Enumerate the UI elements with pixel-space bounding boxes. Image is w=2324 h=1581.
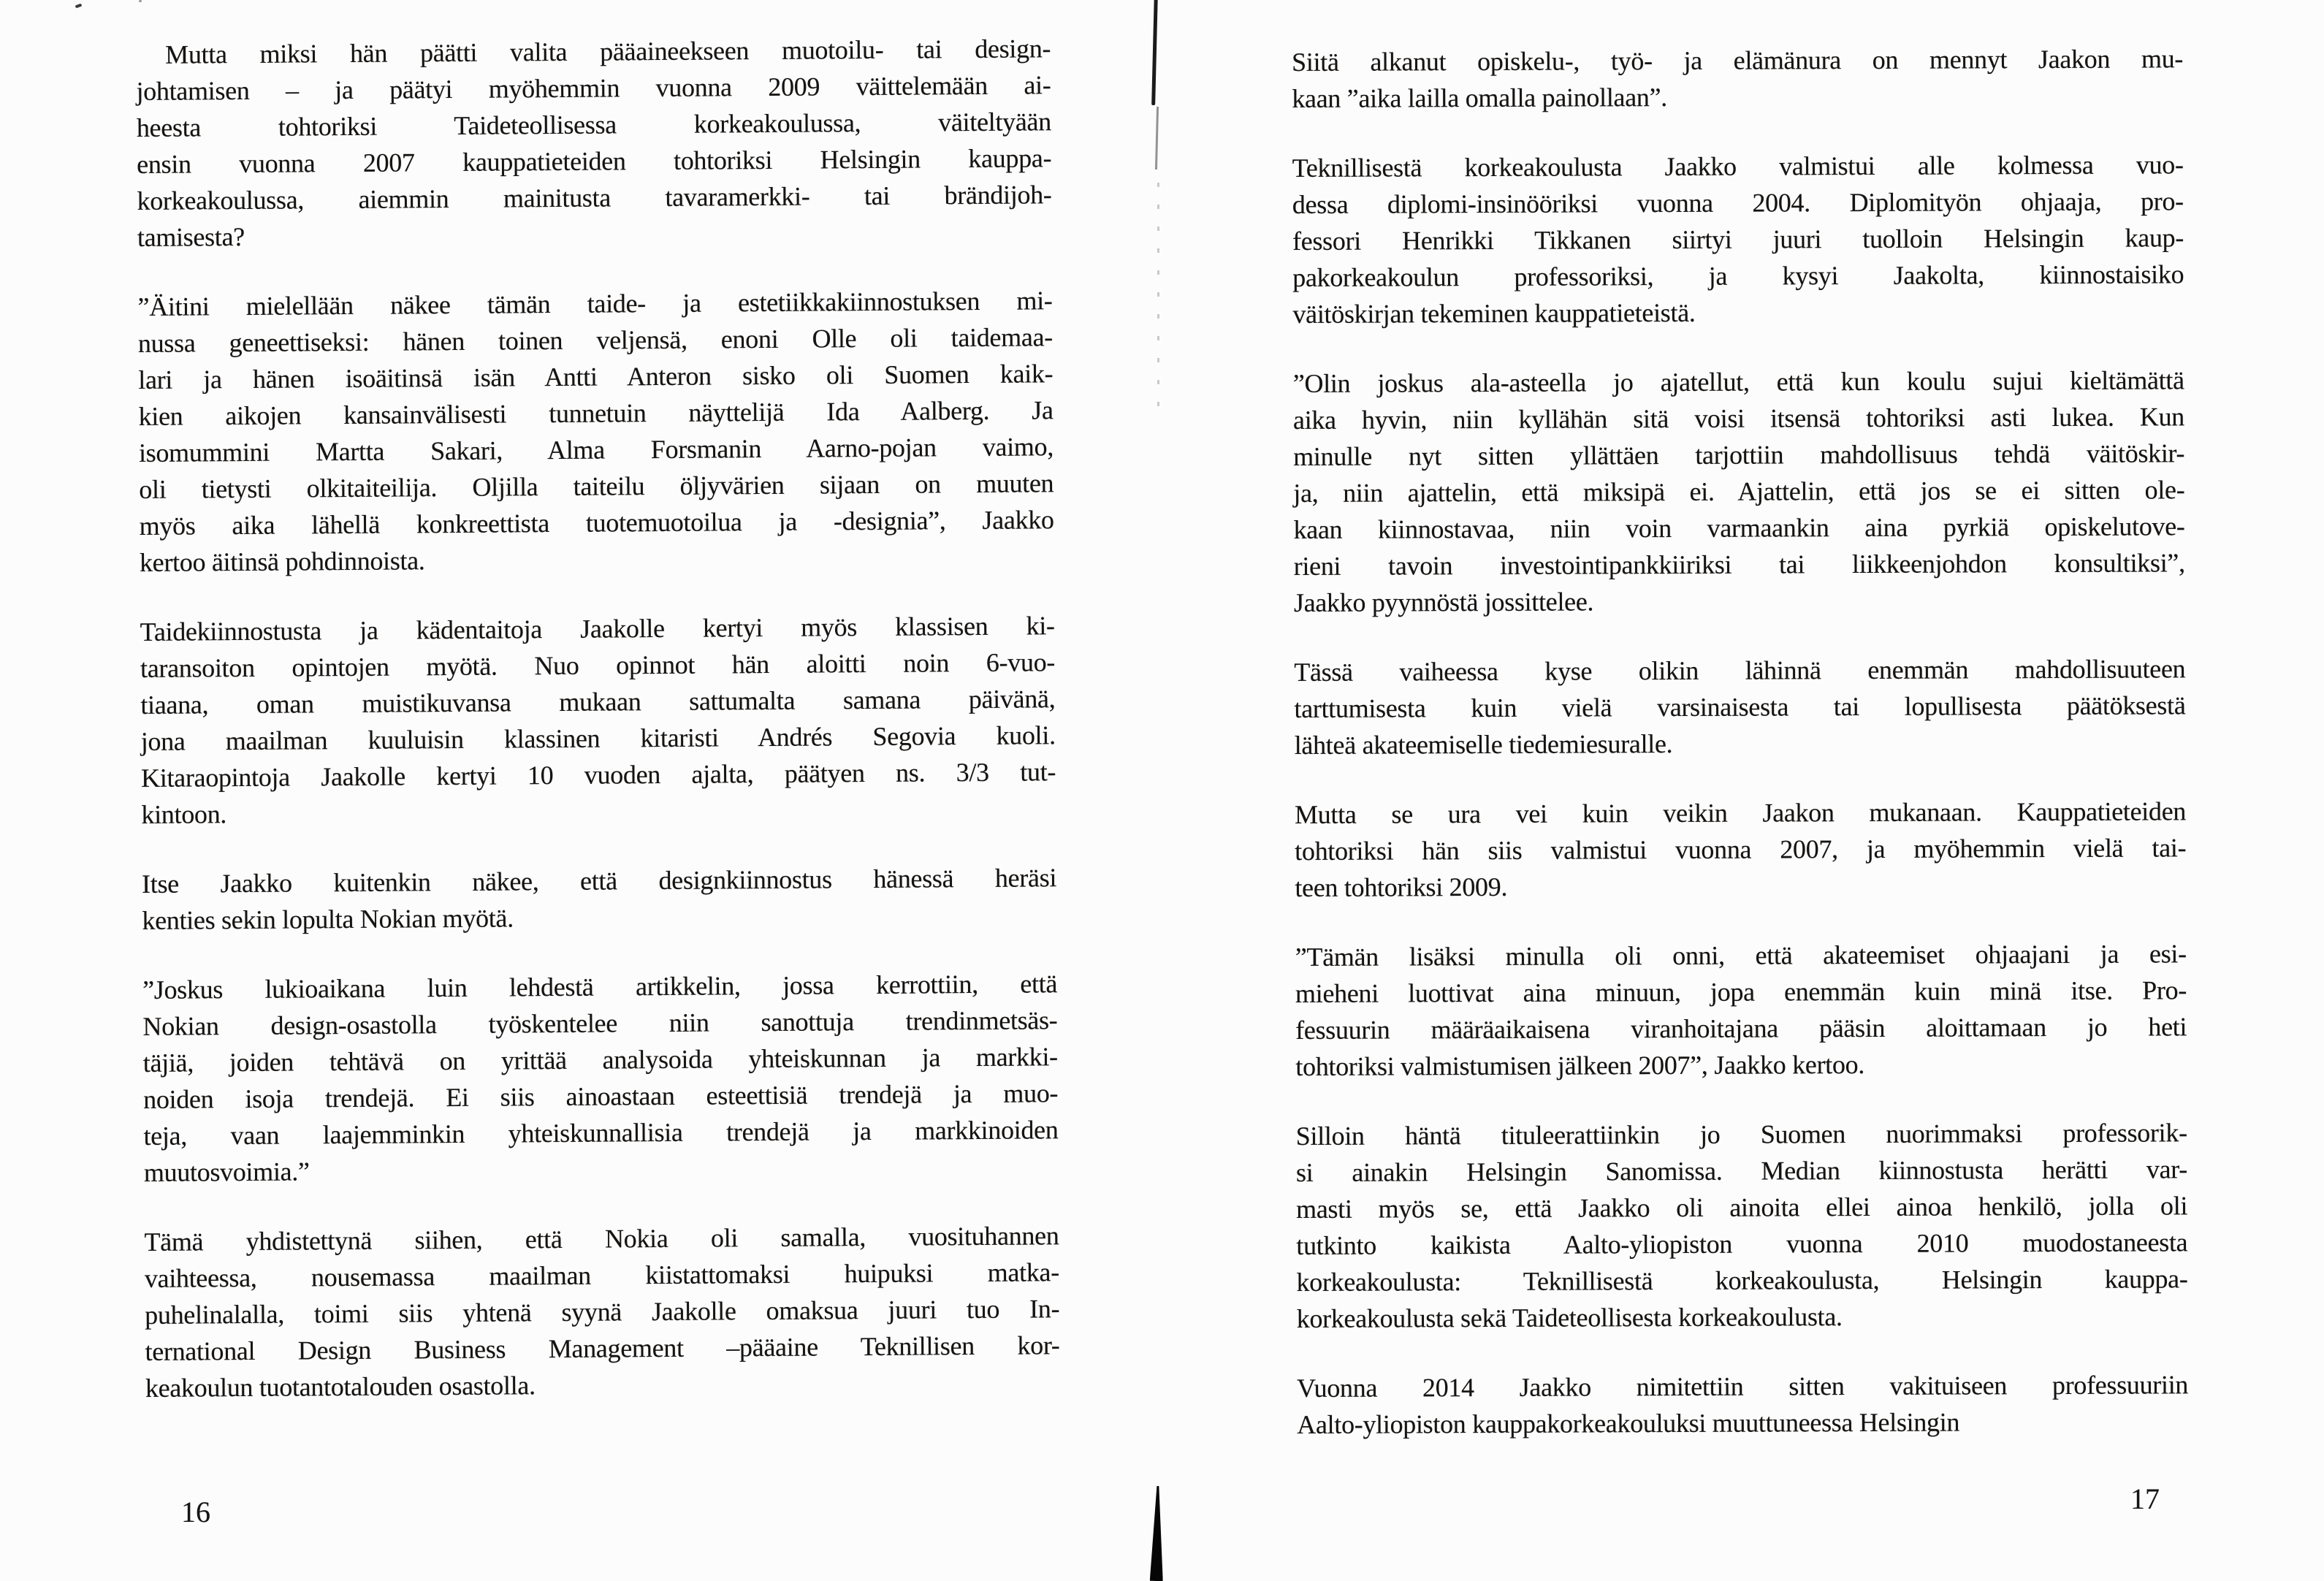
text-line: lähteä akateemiselle tiedemiesuralle.	[1294, 729, 1673, 760]
paragraph	[1294, 650, 2186, 763]
text-line: isomummini Martta Sakari, Alma Forsmanin Aarno-pojan vaimo,	[138, 432, 1054, 468]
paragraph	[140, 607, 1056, 833]
page-number-left: 16	[181, 1496, 210, 1528]
text-line: Taidekiinnostusta ja kädentaitoja Jaakolle kertyi myös klassisen ki-	[140, 611, 1055, 647]
text-line: lari ja hänen isoäitinsä isän Antti Anteron sisko oli Suomen kaik-	[138, 359, 1054, 395]
text-line: kintoon.	[141, 799, 227, 829]
text-line: ensin vuonna 2007 kauppatieteiden tohtoriksi Helsingin kauppa-	[137, 143, 1052, 179]
text-line: kien aikojen kansainvälisesti tunnetuin näyttelijä Ida Aalberg. Ja	[138, 395, 1054, 431]
text-line: kenties sekin lopulta Nokian myötä.	[142, 903, 514, 935]
text-line: Mutta se ura vei kuin veikin Jaakon mukanaan. Kauppatieteiden	[1294, 796, 2187, 829]
paragraph	[142, 859, 1057, 939]
paragraph	[1292, 40, 2183, 117]
text-line: nussa geneettiseksi: hänen toinen veljensä, enoni Olle oli taidemaa-	[137, 322, 1054, 358]
text-line: Vuonna 2014 Jaakko nimitettiin sitten vakituiseen professuuriin	[1296, 1370, 2189, 1403]
text-line: jona maailman kuuluisin klassinen kitaristi Andrés Segovia kuoli.	[140, 720, 1056, 756]
paragraph	[1295, 793, 2187, 906]
text-line: Siitä alkanut opiskelu-, työ- ja elämänura on mennyt Jaakon mu-	[1292, 44, 2184, 77]
text-line: ”Joskus lukioaikana luin lehdestä artikkelin, jossa kerrottiin, että	[142, 969, 1058, 1005]
text-line: Silloin häntä tituleerattiinkin jo Suomen nuorimmaksi professorik-	[1295, 1118, 2187, 1151]
paragraph	[1296, 1114, 2188, 1337]
scan-speck-icon	[139, 0, 142, 2]
text-line: kertoo äitinsä pohdinnoista.	[139, 546, 425, 577]
text-line: Aalto-yliopiston kauppakorkeakouluksi muuttuneessa Helsingin	[1297, 1407, 1960, 1439]
text-line: rieni tavoin investointipankkiiriksi tai liikkeenjohdon konsultiksi”,	[1293, 548, 2185, 581]
text-line: korkeakoulusta sekä Taideteollisesta korkeakoulusta.	[1296, 1302, 1843, 1333]
text-line: tohtoriksi valmistumisen jälkeen 2007”, Jaakko kertoo.	[1295, 1050, 1865, 1081]
binding-mark-bottom-icon	[1150, 1486, 1165, 1581]
paragraph	[136, 30, 1052, 256]
text-line: teen tohtoriksi 2009.	[1295, 872, 1508, 902]
text-line: ”Äitini mielellään näkee tämän taide- ja estetiikkakiinnostuksen mi-	[137, 286, 1053, 321]
text-line: myös aika lähellä konkreettista tuotemuotoilua ja -designia”, Jaakko	[139, 505, 1054, 541]
gutter-speckles-icon	[1157, 183, 1159, 424]
text-line: ”Olin joskus ala-asteella jo ajatellut, että kun koulu sujui kieltämättä	[1292, 365, 2184, 398]
text-line: si ainakin Helsingin Sanomissa. Median kiinnostusta herätti var-	[1295, 1154, 2188, 1187]
text-line: Tämä yhdistettynä siihen, että Nokia oli samalla, vuosituhannen	[144, 1221, 1059, 1257]
text-line: mieheni luottivat aina minuun, jopa enemmän kuin minä itse. Pro-	[1295, 975, 2187, 1008]
paragraph	[1295, 935, 2187, 1085]
text-line: teja, vaan laajemminkin yhteiskunnallisia trendejä ja markkinoiden	[143, 1115, 1059, 1151]
text-line: noiden isoja trendejä. Ei siis ainoastaan esteettisiä trendejä ja muo-	[143, 1078, 1059, 1114]
text-line: tutkinto kaikista Aalto-yliopiston vuonna 2010 muodostaneesta	[1296, 1227, 2188, 1260]
scan-speck-icon	[75, 4, 83, 9]
text-line: pakorkeakoulun professoriksi, ja kysyi Jaakolta, kiinnostaisiko	[1292, 259, 2184, 292]
text-line: dessa diplomi-insinööriksi vuonna 2004. Diplomityön ohjaaja, pro-	[1292, 186, 2184, 219]
text-line: ja, niin ajattelin, että miksipä ei. Ajattelin, että jos se ei sitten ole-	[1293, 475, 2185, 508]
text-line: tamisesta?	[137, 221, 245, 252]
paragraph	[144, 1217, 1060, 1406]
gutter-line-fade-icon	[1155, 107, 1159, 169]
text-line: tarttumisesta kuin vielä varsinaisesta tai lopullisesta päätöksestä	[1294, 690, 2186, 723]
text-line: minulle nyt sitten yllättäen tarjottiin mahdollisuus tehdä väitöskir-	[1293, 438, 2185, 471]
page-number-right: 17	[2130, 1482, 2160, 1515]
text-line: fessori Henrikki Tikkanen siirtyi juuri tuolloin Helsingin kaup-	[1292, 223, 2184, 256]
paragraph	[1293, 362, 2185, 621]
text-line: väitöskirjan tekeminen kauppatieteistä.	[1292, 297, 1696, 329]
text-line: tohtoriksi hän siis valmistui vuonna 2007, ja myöhemmin vielä tai-	[1295, 833, 2187, 866]
text-line: heesta tohtoriksi Taideteollisessa korkeakoulussa, väiteltyään	[136, 107, 1051, 142]
gutter-line-top-icon	[1151, 0, 1158, 105]
text-line: johtamisen – ja päätyi myöhemmin vuonna 2009 väittelemään ai-	[136, 70, 1051, 106]
text-line: täjiä, joiden tehtävä on yrittää analysoida yhteiskunnan ja markki-	[142, 1042, 1058, 1078]
text-line: Kitaraopintoja Jaakolle kertyi 10 vuoden ajalta, päätyen ns. 3/3 tut-	[140, 757, 1056, 793]
paragraph	[137, 282, 1054, 581]
text-line: taransoiton opintojen myötä. Nuo opinnot hän aloitti noin 6-vuo-	[140, 647, 1056, 683]
text-line: ternational Design Business Management –pääaine Teknillisen kor-	[145, 1330, 1060, 1366]
right-page-text	[1292, 40, 2189, 1476]
text-line: Mutta miksi hän päätti valita pääaineekseen muotoilu- tai design-	[165, 34, 1051, 69]
text-line: Itse Jaakko kuitenkin näkee, että designkiinnostus hänessä heräsi	[141, 863, 1057, 899]
text-line: vaihteessa, nousemassa maailman kiistattomaksi huipuksi matka-	[144, 1257, 1059, 1293]
text-line: Nokian design-osastolla työskentelee niin sanottuja trendinmetsäs-	[142, 1005, 1058, 1041]
paragraph	[1292, 146, 2184, 332]
text-line: korkeakoulusta: Teknillisestä korkeakoulusta, Helsingin kauppa-	[1296, 1264, 2188, 1297]
text-line: puhelinalalla, toimi siis yhtenä syynä Jaakolle omaksua juuri tuo In-	[145, 1294, 1060, 1330]
text-line: ”Tämän lisäksi minulla oli onni, että akateemiset ohjaajani ja esi-	[1295, 939, 2187, 972]
text-line: kaan kiinnostavaa, niin voin varmaankin aina pyrkiä opiskelutove-	[1293, 511, 2185, 544]
text-line: masti myös se, että Jaakko oli ainoita ellei ainoa henkilö, jolla oli	[1296, 1191, 2188, 1224]
text-line: tiaana, oman muistikuvansa mukaan sattumalta samana päivänä,	[140, 684, 1056, 720]
left-page-text	[136, 30, 1060, 1439]
text-line: oli tietysti olkitaiteilija. Oljilla taiteilu öljyvärien sijaan on muuten	[139, 468, 1054, 504]
text-line: Jaakko pyynnöstä jossittelee.	[1293, 587, 1594, 617]
text-line: Tässä vaiheessa kyse olikin lähinnä enemmän mahdollisuuteen	[1294, 654, 2186, 687]
text-line: korkeakoulussa, aiemmin mainitusta tavaramerkki- tai brändijoh-	[137, 180, 1052, 216]
text-line: fessuurin määräaikaisena viranhoitajana pääsin aloittamaan jo heti	[1295, 1012, 2187, 1045]
text-line: aika hyvin, niin kyllähän sitä voisi itsensä tohtoriksi asti lukea. Kun	[1292, 402, 2185, 435]
text-line: keakoulun tuotantotalouden osastolla.	[145, 1371, 536, 1403]
text-line: Teknillisestä korkeakoulusta Jaakko valmistui alle kolmessa vuo-	[1292, 150, 2184, 183]
text-line: muutosvoimia.”	[143, 1157, 310, 1187]
paragraph	[142, 965, 1059, 1191]
paragraph	[1297, 1366, 2188, 1443]
text-line: kaan ”aika lailla omalla painollaan”.	[1292, 83, 1668, 113]
